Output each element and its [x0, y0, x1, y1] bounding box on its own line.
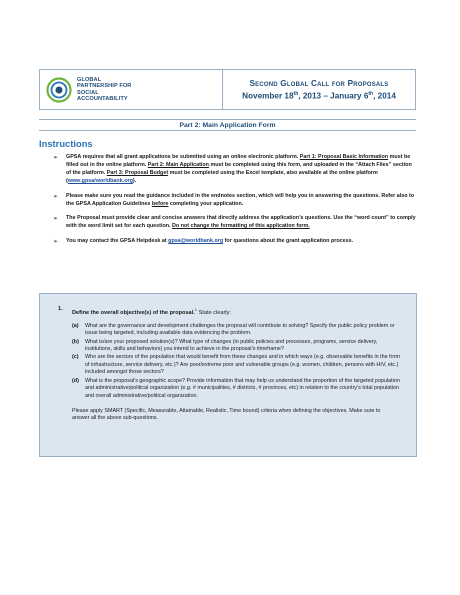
- instructions-heading: Instructions: [39, 138, 93, 149]
- instruction-item: ➢ You may contact the GPSA Helpdesk at gpsa@worldbank.org for questions about the grant application process.: [53, 238, 354, 246]
- call-cell: [223, 70, 415, 109]
- subquestion-list: [72, 323, 402, 400]
- subquestion-item: (d) What is the proposal’s geographic scope? Provide information that may help us understand the proportion of the targeted population and administrative/political organization (e.g. # municipalities, # districts, # provinces, etc) in relation to the country’s total population and overall administrative/political organization.: [72, 377, 400, 399]
- arrow-bullet-icon: ➢: [53, 155, 59, 161]
- question-title: Define the overall objective(s) of the proposal.: [72, 309, 195, 316]
- arrow-bullet-icon: ➢: [53, 239, 59, 246]
- part-title: Part 2: Main Application Form: [179, 121, 276, 129]
- instruction-item: ➢ GPSA requires that all grant applications be submitted using an online electronic platform. Part 1: Proposal Basic Information must be filled out in the online platform. Part 2: Main Application must be completed using this form, and uploaded in the “Attach Files” section of the platform. Part 3: Proposal Budget must be completed using the Excel template, also available at the online platform (www.gpsa/worldbank.org).: [53, 154, 412, 184]
- call-dates: November 18th, 2013 – January 6th, 2014: [242, 90, 396, 101]
- arrow-bullet-icon: ➢: [53, 193, 59, 200]
- question-box: [39, 293, 417, 457]
- part-title-bar: [39, 119, 416, 131]
- call-title: Second Global Call for Proposals: [249, 78, 389, 88]
- arrow-bullet-icon: ➢: [53, 216, 59, 223]
- gpsa-globe-logo-icon: [46, 77, 72, 103]
- helpdesk-email-link[interactable]: gpsa@worldbank.org: [168, 238, 224, 245]
- instruction-item: ➢ Please make sure you read the guidance included in the endnotes section, which will help you in answering the questions. Refer also to the GPSA Application Guidelines before completing your application.: [53, 192, 415, 207]
- subquestion-item: (c) Who are the sectors of the population that would benefit from these changes and in which ways (e.g. observable benefits in the form of infrastructure, service delivery, etc.)? Are poor/extreme poor and vulnerable groups (e.g. women, children, persons with HIV, etc.) included amongst those sectors?: [72, 354, 400, 376]
- subquestion-item: (a) What are the governance and development challenges the proposal will contribute to solving? Specify the public policy problem or issue being targeted, including available data evidencing the problem.: [72, 322, 395, 337]
- footnote-marker: 1: [194, 307, 198, 312]
- question-heading: [58, 306, 402, 317]
- subquestion-item: (b) What is/are your proposed solution(s)? What type of changes (in public policies and processes, programs, service delivery, institutions, skills and behaviors) you intend to achieve in the proposal’s timeframe?: [72, 338, 378, 353]
- header-box: [39, 69, 416, 110]
- platform-link[interactable]: www.gpsa/worldbank.org: [67, 177, 133, 184]
- instructions-list: [53, 154, 418, 253]
- question-title-tail: State clearly:: [197, 309, 231, 316]
- instruction-item: ➢ The Proposal must provide clear and concise answers that directly address the application’s questions. Use the “word count” to comply with the word limit set for each question. Do not change the formatting of this application form.: [53, 215, 416, 230]
- question-footer-note: Please apply SMART (Specific, Measurable, Attainable, Realistic, Time bound) criteria when defining the objectives. Make sure to answer all the above sub-questions.: [72, 407, 381, 422]
- logo-cell: [40, 70, 223, 109]
- question-number: 1.: [58, 306, 63, 312]
- org-name: GLOBAL PARTNERSHIP FOR SOCIAL ACCOUNTABILITY: [77, 77, 132, 102]
